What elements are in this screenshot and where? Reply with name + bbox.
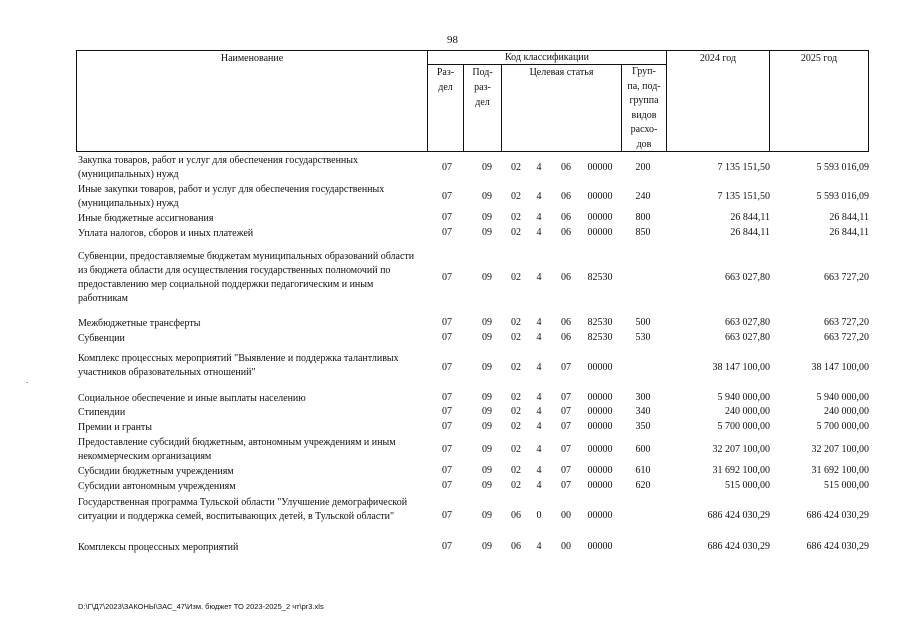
row-code-r: 07: [442, 392, 452, 403]
row-code-g: 350: [635, 421, 651, 432]
row-code-r: 07: [442, 191, 452, 202]
row-value-2024: 26 844,11: [730, 227, 770, 238]
row-code-p: 09: [482, 317, 492, 328]
row-code-c2: 4: [536, 212, 542, 223]
row-code-c3: 07: [561, 480, 571, 491]
row-value-2025: 31 692 100,00: [811, 465, 869, 476]
row-value-2024: 38 147 100,00: [712, 362, 770, 373]
row-code-c1: 02: [511, 392, 521, 403]
row-code-g: 200: [635, 162, 651, 173]
table-row: [0, 392, 905, 406]
table-row: [0, 332, 905, 346]
row-value-2024: 31 692 100,00: [712, 465, 770, 476]
row-code-c4: 00000: [587, 444, 613, 455]
row-code-c2: 4: [536, 421, 542, 432]
row-code-c3: 07: [561, 465, 571, 476]
row-value-2024: 32 207 100,00: [712, 444, 770, 455]
row-value-2025: 26 844,11: [829, 227, 869, 238]
row-code-c1: 02: [511, 162, 521, 173]
row-name: Премии и гранты: [78, 422, 153, 433]
row-code-c2: 4: [536, 465, 542, 476]
row-code-p: 09: [482, 212, 492, 223]
row-value-2025: 26 844,11: [829, 212, 869, 223]
row-name: Иные закупки товаров, работ и услуг для обеспечения государственных (муниципальных) нужд: [78, 184, 385, 209]
table-row: [0, 465, 905, 479]
row-value-2024: 515 000,00: [725, 480, 770, 491]
row-code-p: 09: [482, 406, 492, 417]
row-code-c4: 82530: [587, 332, 613, 343]
header-gruppa: Груп- па, под- группа видов расхо- дов: [627, 66, 661, 150]
row-code-c1: 02: [511, 480, 521, 491]
row-code-c3: 00: [561, 541, 571, 552]
header-podrazdel: Под- раз- дел: [472, 67, 493, 108]
header-celevaya: Целевая статья: [529, 67, 594, 78]
row-value-2025: 5 593 016,09: [816, 162, 869, 173]
file-path: D:\Г\Д7\2023\ЗАКОНЫ\ЗАС_47\Изм. бюджет ТО 2023-2025_2 чт\pr3.xls: [78, 602, 324, 611]
row-code-c1: 02: [511, 332, 521, 343]
row-code-c4: 00000: [587, 191, 613, 202]
row-value-2025: 32 207 100,00: [811, 444, 869, 455]
row-value-2025: 5 593 016,09: [816, 191, 869, 202]
row-code-c2: 4: [536, 362, 542, 373]
row-code-c4: 00000: [587, 465, 613, 476]
row-name: Стипендии: [78, 407, 126, 418]
row-code-c4: 00000: [587, 406, 613, 417]
row-code-g: 240: [635, 191, 651, 202]
row-code-c4: 00000: [587, 480, 613, 491]
table-row: [0, 541, 905, 555]
table-row: [0, 183, 905, 211]
row-code-r: 07: [442, 465, 452, 476]
row-code-p: 09: [482, 392, 492, 403]
row-code-g: 620: [635, 480, 651, 491]
row-code-c2: 4: [536, 480, 542, 491]
row-name: Социальное обеспечение и иные выплаты населению: [78, 393, 306, 404]
row-code-r: 07: [442, 444, 452, 455]
row-code-c3: 06: [561, 212, 571, 223]
row-code-c4: 82530: [587, 317, 613, 328]
row-value-2024: 663 027,80: [725, 332, 770, 343]
row-code-g: 500: [635, 317, 651, 328]
row-code-c2: 4: [536, 317, 542, 328]
row-code-c1: 06: [511, 510, 521, 521]
row-code-c1: 02: [511, 421, 521, 432]
row-code-c1: 02: [511, 362, 521, 373]
row-code-p: 09: [482, 421, 492, 432]
row-code-c2: 4: [536, 162, 542, 173]
row-value-2025: 663 727,20: [824, 272, 869, 283]
row-code-c4: 00000: [587, 541, 613, 552]
row-name: Субсидии бюджетным учреждениям: [78, 466, 234, 477]
row-code-g: 600: [635, 444, 651, 455]
row-code-c2: 4: [536, 444, 542, 455]
row-code-c1: 02: [511, 227, 521, 238]
row-name: Комплекс процессных мероприятий "Выявление и поддержка талантливых участников образовательных отношений": [78, 353, 399, 378]
row-code-p: 09: [482, 510, 492, 521]
row-code-c1: 02: [511, 317, 521, 328]
row-code-c1: 02: [511, 272, 521, 283]
row-code-p: 09: [482, 465, 492, 476]
row-code-c3: 06: [561, 162, 571, 173]
margin-mark: .: [26, 376, 28, 385]
row-value-2024: 686 424 030,29: [707, 541, 770, 552]
table-row: [0, 406, 905, 420]
row-code-g: 800: [635, 212, 651, 223]
row-name: Закупка товаров, работ и услуг для обеспечения государственных (муниципальных) нужд: [78, 155, 359, 180]
row-value-2025: 240 000,00: [824, 406, 869, 417]
table-row: [0, 317, 905, 331]
row-code-g: 610: [635, 465, 651, 476]
row-code-r: 07: [442, 212, 452, 223]
row-value-2025: 515 000,00: [824, 480, 869, 491]
table-row: [0, 227, 905, 241]
row-value-2024: 240 000,00: [725, 406, 770, 417]
row-name: Уплата налогов, сборов и иных платежей: [78, 228, 254, 239]
row-code-c3: 07: [561, 444, 571, 455]
row-code-p: 09: [482, 332, 492, 343]
row-code-p: 09: [482, 272, 492, 283]
row-code-c3: 06: [561, 272, 571, 283]
row-value-2025: 38 147 100,00: [811, 362, 869, 373]
row-value-2025: 663 727,20: [824, 317, 869, 328]
row-code-c3: 06: [561, 317, 571, 328]
row-name: Иные бюджетные ассигнования: [78, 213, 214, 224]
row-code-c2: 4: [536, 191, 542, 202]
header-code: Код классификации: [504, 52, 590, 63]
row-code-c3: 07: [561, 421, 571, 432]
table-row: [0, 352, 905, 380]
row-value-2025: 686 424 030,29: [806, 541, 869, 552]
row-code-c1: 06: [511, 541, 521, 552]
row-value-2025: 5 940 000,00: [816, 392, 869, 403]
header-2024: 2024 год: [699, 53, 737, 64]
row-value-2024: 7 135 151,50: [717, 162, 770, 173]
row-code-c3: 07: [561, 362, 571, 373]
row-code-c4: 00000: [587, 421, 613, 432]
table-row: [0, 154, 905, 182]
row-value-2025: 686 424 030,29: [806, 510, 869, 521]
row-code-c4: 00000: [587, 510, 613, 521]
row-code-c1: 02: [511, 444, 521, 455]
row-code-c2: 4: [536, 392, 542, 403]
row-code-c4: 00000: [587, 162, 613, 173]
row-code-r: 07: [442, 421, 452, 432]
row-code-p: 09: [482, 362, 492, 373]
row-value-2025: 5 700 000,00: [816, 421, 869, 432]
row-name: Межбюджетные трансферты: [78, 318, 201, 329]
row-value-2024: 5 940 000,00: [717, 392, 770, 403]
row-value-2024: 663 027,80: [725, 317, 770, 328]
row-code-r: 07: [442, 406, 452, 417]
row-name: Комплексы процессных мероприятий: [78, 542, 239, 553]
table-row: [0, 421, 905, 435]
row-code-r: 07: [442, 510, 452, 521]
row-code-r: 07: [442, 480, 452, 491]
row-code-c4: 00000: [587, 392, 613, 403]
row-code-g: 300: [635, 392, 651, 403]
row-code-c1: 02: [511, 406, 521, 417]
row-code-g: 530: [635, 332, 651, 343]
table-row: [0, 480, 905, 494]
row-code-c3: 07: [561, 406, 571, 417]
row-name: Государственная программа Тульской области "Улучшение демографической ситуации и поддержка семей, воспитывающих детей, в Тульской области": [78, 497, 408, 522]
row-value-2024: 663 027,80: [725, 272, 770, 283]
table-row: [0, 496, 905, 538]
row-code-p: 09: [482, 541, 492, 552]
row-code-c3: 00: [561, 510, 571, 521]
header-2025: 2025 год: [800, 53, 838, 64]
header-razdel: Раз- дел: [436, 67, 455, 93]
row-code-r: 07: [442, 317, 452, 328]
row-code-r: 07: [442, 541, 452, 552]
row-name: Субвенции, предоставляемые бюджетам муниципальных образований области из бюджета области для осуществления государственных полномочий по предоставлению мер социальной поддержки педагогическим и иным работникам: [78, 251, 415, 304]
row-code-r: 07: [442, 272, 452, 283]
row-code-c2: 4: [536, 272, 542, 283]
row-code-g: 850: [635, 227, 651, 238]
row-code-r: 07: [442, 332, 452, 343]
row-code-c4: 00000: [587, 227, 613, 238]
row-code-r: 07: [442, 362, 452, 373]
table-row: [0, 250, 905, 306]
page-number: 98: [447, 34, 458, 46]
row-code-c4: 00000: [587, 362, 613, 373]
row-code-p: 09: [482, 444, 492, 455]
row-code-c3: 06: [561, 332, 571, 343]
header-name: Наименование: [220, 53, 284, 64]
row-code-r: 07: [442, 162, 452, 173]
row-value-2024: 5 700 000,00: [717, 421, 770, 432]
row-code-p: 09: [482, 480, 492, 491]
row-code-c2: 4: [536, 406, 542, 417]
row-value-2025: 663 727,20: [824, 332, 869, 343]
row-code-c3: 06: [561, 227, 571, 238]
row-code-c3: 06: [561, 191, 571, 202]
row-code-c2: 0: [536, 510, 542, 521]
table-row: [0, 212, 905, 226]
row-code-c1: 02: [511, 212, 521, 223]
row-name: Субсидии автономным учреждениям: [78, 481, 236, 492]
row-code-c1: 02: [511, 465, 521, 476]
row-code-c2: 4: [536, 227, 542, 238]
table-row: [0, 436, 905, 464]
row-code-r: 07: [442, 227, 452, 238]
row-code-c3: 07: [561, 392, 571, 403]
row-code-c4: 00000: [587, 212, 613, 223]
row-name: Предоставление субсидий бюджетным, автономным учреждениям и иным некоммерческим организациям: [78, 437, 396, 462]
row-code-g: 340: [635, 406, 651, 417]
row-code-c4: 82530: [587, 272, 613, 283]
row-code-c2: 4: [536, 332, 542, 343]
row-code-c2: 4: [536, 541, 542, 552]
row-value-2024: 7 135 151,50: [717, 191, 770, 202]
row-value-2024: 686 424 030,29: [707, 510, 770, 521]
row-code-p: 09: [482, 162, 492, 173]
row-value-2024: 26 844,11: [730, 212, 770, 223]
row-code-c1: 02: [511, 191, 521, 202]
row-code-p: 09: [482, 227, 492, 238]
row-name: Субвенции: [78, 333, 125, 344]
row-code-p: 09: [482, 191, 492, 202]
